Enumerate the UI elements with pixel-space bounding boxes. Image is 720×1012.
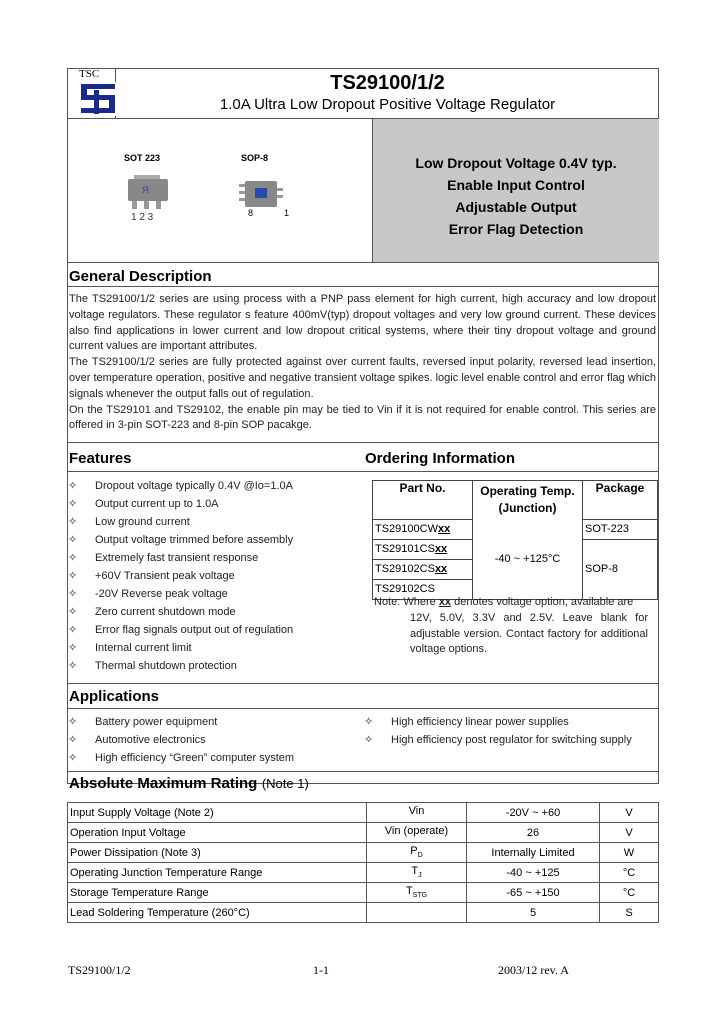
highlights-panel bbox=[372, 119, 659, 262]
list-item: ✧ Low ground current bbox=[68, 513, 358, 531]
list-item: ✧ Zero current shutdown mode bbox=[68, 603, 358, 621]
sop8-package-icon bbox=[237, 178, 285, 212]
table-row: TS29102CS bbox=[373, 579, 658, 599]
sot-pins: 1 2 3 bbox=[131, 212, 154, 223]
diamond-bullet-icon: ✧ bbox=[68, 752, 78, 764]
list-item: ✧ High efficiency linear power supplies bbox=[364, 713, 654, 731]
diamond-bullet-icon: ✧ bbox=[68, 660, 78, 672]
section-title: Absolute Maximum Rating bbox=[69, 775, 258, 792]
list-item: ✧ Output voltage trimmed before assembly bbox=[68, 531, 358, 549]
list-item: ✧ Output current up to 1.0A bbox=[68, 495, 358, 513]
footer-page: 1-1 bbox=[313, 963, 329, 977]
applications-right bbox=[364, 713, 654, 749]
diamond-bullet-icon: ✧ bbox=[68, 734, 78, 746]
applications-left bbox=[68, 713, 358, 767]
diamond-bullet-icon: ✧ bbox=[68, 498, 78, 510]
highlight: Low Dropout Voltage 0.4V typ. bbox=[415, 155, 617, 171]
table-row: Lead Soldering Temperature (260°C) 5 S bbox=[68, 903, 659, 923]
paragraph: On the TS29101 and TS29102, the enable pin may be tied to Vin if it is not required for enable control. This series are offered in 3-pin SOT-223 and 8-pin SOP pacakge. bbox=[69, 403, 656, 432]
table-row: Operation Input Voltage Vin (operate) 26 V bbox=[68, 823, 659, 843]
diamond-bullet-icon: ✧ bbox=[68, 588, 78, 600]
table-row: Operating Junction Temperature Range $T_J$ -40 ~ +125 °C bbox=[68, 863, 659, 883]
paragraph: The TS29100/1/2 series are fully protected against over current faults, reversed input polarity, reversed lead insertion, over temperature operation, positive and negative transient voltage spikes. logic level enable control and error flag which signals whenever the output falls out of regulation. bbox=[69, 356, 656, 400]
footer-revision: 2003/12 rev. A bbox=[498, 963, 569, 977]
diamond-bullet-icon: ✧ bbox=[364, 734, 374, 746]
list-item: ✧ Battery power equipment bbox=[68, 713, 358, 731]
section-title: Features bbox=[69, 450, 132, 467]
diamond-bullet-icon: ✧ bbox=[68, 642, 78, 654]
list-item: ✧ High efficiency “Green” computer system bbox=[68, 749, 358, 767]
diamond-bullet-icon: ✧ bbox=[68, 570, 78, 582]
section-title: Ordering Information bbox=[365, 450, 515, 467]
amr-table bbox=[67, 802, 659, 923]
list-item: ✧ High efficiency post regulator for switching supply bbox=[364, 731, 654, 749]
table-row: TS29100CWxx -40 ~ +125°C SOT-223 bbox=[373, 519, 658, 539]
footer-part: TS29100/1/2 bbox=[68, 963, 131, 977]
page-title: TS29100/1/2 bbox=[330, 72, 445, 94]
list-item: ✧ Extremely fast transient response bbox=[68, 549, 358, 567]
sot223-package-icon bbox=[126, 175, 170, 213]
diamond-bullet-icon: ✧ bbox=[68, 624, 78, 636]
subtitle: 1.0A Ultra Low Dropout Positive Voltage Regulator bbox=[219, 96, 556, 113]
ordering-table: Part No. Operating Temp. (Junction) Package TS29100CWxx -40 ~ +125°C SOT-223 TS29101CSxx SOP-8 TS29102CSxx TS29102CS bbox=[372, 480, 658, 600]
list-item: ✧ Automotive electronics bbox=[68, 731, 358, 749]
list-item: ✧ Thermal shutdown protection bbox=[68, 657, 358, 675]
paragraph: The TS29100/1/2 series are using process with a PNP pass element for high current, high accuracy and low dropout voltage regulators. These regulator s feature 400mV(typ) dropout voltages and very low ground current. These devices also find applications in lower current and low dropout critical systems, where their tiny dropout voltage and ground current values are important attributes. bbox=[69, 293, 656, 353]
datasheet-page: TSC TS29100/1/2 1.0A Ultra Low Dropout Positive Voltage Regulator Low Dropout Voltage 0.4V typ. Enable Input Control Adjustable Output Error Flag Detection SOT 223 Я 1 2 3 SOP-8 8 1 General Description The TS29100/1/2 series are using process with a PNP pass element for high current, high accuracy and low dropout voltage regulators. These regulator s feature 400mV(typ) dropout voltages and very low ground current. These devices also find applications in lower current and low dropout critical systems, where their tiny dropout voltage and ground current values are important attributes. The TS29100/1/2 series are fully protected against over current faults, reversed input polarity, reversed lead insertion, over temperature operation, positive and negative transient voltage spikes. logic level enable control and error flag which signals whenever the output falls out of regulation. On the TS29101 and TS29102, the enable pin may be tied to Vin if it is not required for enable control. This series are offered in 3-pin SOT-223 and 8-pin SOP pacakge. Features ✧ Dropout voltage typically 0.4V @Io=1.0A ✧ Output current up to 1.0A ✧ Low ground current ✧ Output voltage trimmed before assembly ✧ Extremely fast transient response ✧ +60V Transient peak voltage ✧ -20V Reverse peak voltage ✧ Zero current shutdown mode ✧ Error flag signals output out of regulation ✧ Internal current limit ✧ Thermal shutdown protection Ordering Information Part No. Operating Temp. (Junction) Package TS29100CWxx -40 ~ +125°C SOT-223 TS29101CSxx SOP-8 TS29102CSxx TS29102CS Note: Where xx denotes voltage option, available are 12V, 5.0V, 3.3V and 2.5V. Leave blank for adjustable version. Contact factory for additional voltage options. Applications ✧ Battery power equipment ✧ Automotive electronics ✧ High efficiency “Green” computer system ✧ High efficiency linear power supplies ✧ High efficiency post regulator for switching supply Absolute Maximum Rating (Note 1) Input Supply Voltage (Note 2) Vin -20V ~ +60 V Operation Input Voltage Vin (operate) 26 V Power Dissipation (Note 3) $P_D$ Internally Limited W Operating Junction Temperature Range $T_J$ -40 ~ +125 °C Storage Temperature Range $T_{STG}$ -65 ~ +150 °C Lead Soldering Temperature (260°C) 5 S TS29100/1/2 1-1 2003/12 rev. A bbox=[0, 0, 720, 1012]
table-row: Storage Temperature Range $T_{STG}$ -65 ~ +150 °C bbox=[68, 883, 659, 903]
diamond-bullet-icon: ✧ bbox=[68, 480, 78, 492]
section-title: General Description bbox=[69, 268, 212, 285]
ordering-note: Note: Where xx denotes voltage option, available are 12V, 5.0V, 3.3V and 2.5V. Leave blank for adjustable version. Contact factory for additional voltage options. bbox=[374, 596, 648, 656]
highlight: Adjustable Output bbox=[455, 199, 577, 215]
sop-pin: 1 bbox=[284, 208, 290, 218]
logo-text: TSC bbox=[79, 68, 100, 80]
features-list bbox=[68, 477, 358, 675]
diamond-bullet-icon: ✧ bbox=[68, 716, 78, 728]
svg-text:Я: Я bbox=[142, 185, 149, 195]
list-item: ✧ Internal current limit bbox=[68, 639, 358, 657]
list-item: ✧ -20V Reverse peak voltage bbox=[68, 585, 358, 603]
list-item: ✧ Dropout voltage typically 0.4V @Io=1.0A bbox=[68, 477, 358, 495]
highlight: Error Flag Detection bbox=[448, 221, 584, 237]
diamond-bullet-icon: ✧ bbox=[68, 552, 78, 564]
tsc-logo-icon bbox=[79, 82, 119, 116]
table-row: TS29101CSxx SOP-8 bbox=[373, 539, 658, 559]
package-label: SOP-8 bbox=[241, 153, 269, 163]
diamond-bullet-icon: ✧ bbox=[68, 606, 78, 618]
sop-pin: 8 bbox=[248, 208, 254, 218]
list-item: ✧ Error flag signals output out of regulation bbox=[68, 621, 358, 639]
section-title: Applications bbox=[69, 688, 160, 705]
table-row: Input Supply Voltage (Note 2) Vin -20V ~ +60 V bbox=[68, 803, 659, 823]
diamond-bullet-icon: ✧ bbox=[364, 716, 374, 728]
package-label: SOT 223 bbox=[124, 153, 161, 163]
table-row: Power Dissipation (Note 3) $P_D$ Internally Limited W bbox=[68, 843, 659, 863]
list-item: ✧ +60V Transient peak voltage bbox=[68, 567, 358, 585]
table-row: TS29102CSxx bbox=[373, 559, 658, 579]
highlight: Enable Input Control bbox=[447, 177, 585, 193]
diamond-bullet-icon: ✧ bbox=[68, 516, 78, 528]
diamond-bullet-icon: ✧ bbox=[68, 534, 78, 546]
